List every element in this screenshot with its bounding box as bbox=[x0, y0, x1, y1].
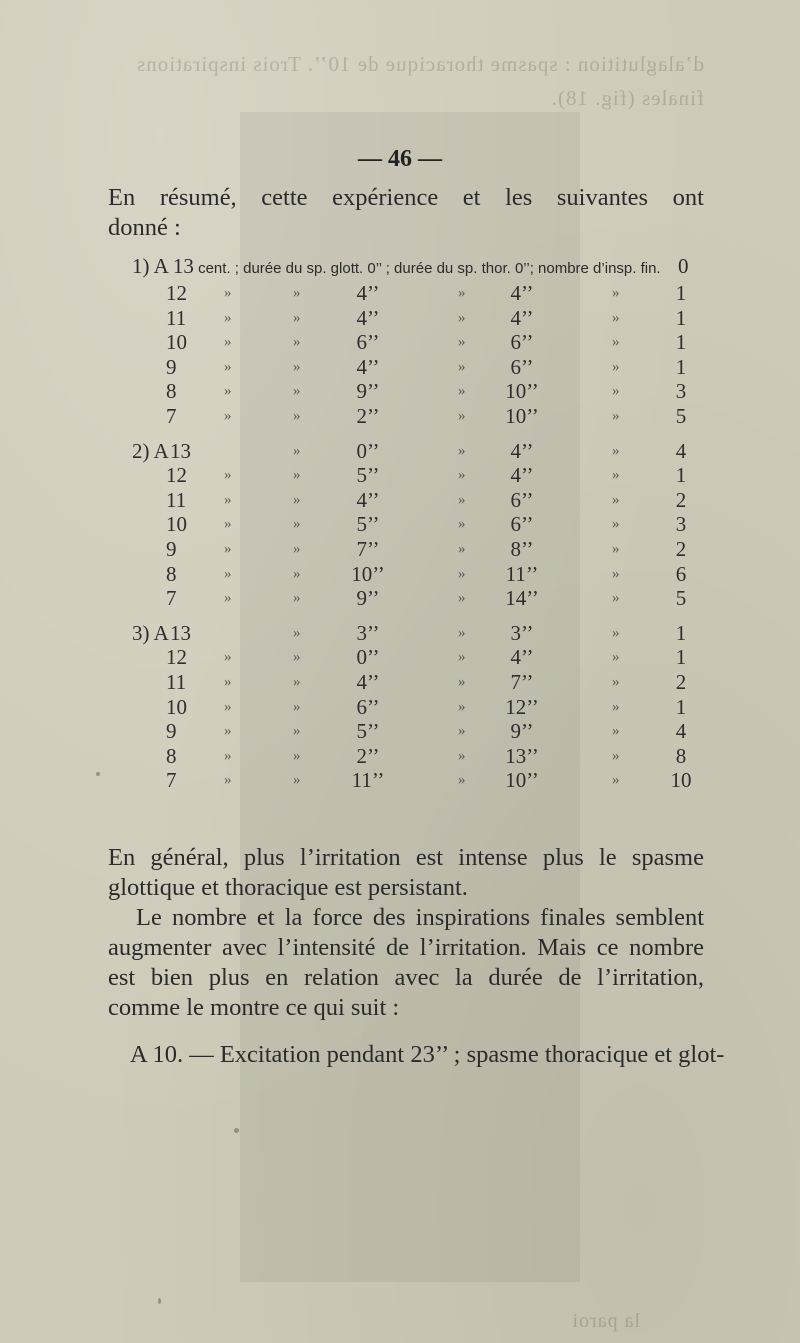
ditto-mark: » bbox=[612, 516, 620, 533]
general-line-5: est bien plus en relation avec la durée de l’irritation, bbox=[108, 964, 704, 991]
ditto-mark: » bbox=[224, 334, 232, 351]
table-row bbox=[0, 330, 800, 356]
ditto-mark: » bbox=[458, 772, 466, 789]
row-label: 3) A bbox=[132, 620, 169, 645]
ditto-mark: » bbox=[224, 565, 232, 582]
row-thor-duration: 4’’ bbox=[510, 305, 534, 330]
ditto-mark: » bbox=[612, 747, 620, 764]
ditto-mark: » bbox=[612, 285, 620, 301]
general-line-2: glottique et thoracique est persistant. bbox=[108, 874, 468, 901]
row-cent: 7 bbox=[166, 768, 177, 793]
row-glott-duration: 9’’ bbox=[356, 586, 380, 611]
ditto-mark: » bbox=[293, 747, 301, 764]
ditto-mark: » bbox=[293, 516, 301, 533]
row-final-inspirations: 2 bbox=[675, 670, 687, 694]
row-cent: 8 bbox=[166, 743, 177, 768]
row-final-inspirations: 2 bbox=[675, 487, 687, 512]
ditto-mark: » bbox=[458, 442, 466, 459]
row-thor-duration: 6’’ bbox=[510, 354, 534, 379]
ditto-mark: » bbox=[293, 723, 301, 740]
table-row bbox=[0, 768, 800, 794]
row-glott-duration: 0’’ bbox=[356, 645, 380, 670]
ditto-mark: » bbox=[224, 541, 232, 557]
ditto-mark: » bbox=[458, 590, 466, 607]
row-glott-duration: 4’’ bbox=[356, 670, 380, 694]
ditto-mark: » bbox=[224, 698, 232, 715]
row-cent: 9 bbox=[166, 354, 177, 379]
ditto-mark: » bbox=[458, 674, 466, 690]
row-thor-duration: 4’’ bbox=[510, 463, 534, 488]
ditto-mark: » bbox=[458, 565, 466, 582]
ditto-mark: » bbox=[612, 309, 620, 326]
row-cent: 9 bbox=[166, 719, 177, 744]
ditto-mark: » bbox=[612, 467, 620, 484]
ditto-mark: » bbox=[224, 383, 232, 400]
table-row bbox=[0, 670, 800, 696]
row-final-inspirations: 1 bbox=[675, 620, 687, 645]
ditto-mark: » bbox=[293, 309, 301, 326]
ditto-mark: » bbox=[293, 442, 301, 459]
row-cent: 12 bbox=[166, 645, 187, 670]
row-cent: 9 bbox=[166, 537, 177, 561]
row-cent: 7 bbox=[166, 404, 177, 428]
row-glott-duration: 4’’ bbox=[356, 305, 380, 330]
row-thor-duration: 9’’ bbox=[510, 719, 534, 744]
intro-paragraph bbox=[108, 183, 704, 243]
row-cent: 8 bbox=[166, 561, 177, 586]
example-line: A 10. — Excitation pendant 23’’ ; spasme thoracique et glot- bbox=[130, 1041, 725, 1068]
table-header bbox=[132, 254, 702, 279]
row-final-inspirations: 1 bbox=[675, 354, 687, 379]
bleed-through-line-1: d’alaglutition : spasme thoracique de 10’’. Trois inspirations bbox=[136, 52, 704, 76]
row-thor-duration: 10’’ bbox=[505, 768, 539, 793]
ditto-mark: » bbox=[224, 516, 232, 533]
row-thor-duration: 6’’ bbox=[510, 330, 534, 355]
row-final-inspirations: 3 bbox=[675, 512, 687, 537]
ditto-mark: » bbox=[224, 309, 232, 326]
table-header-label: 1) A bbox=[132, 254, 169, 278]
table-row bbox=[0, 306, 800, 332]
ditto-mark: » bbox=[458, 624, 466, 641]
row-final-inspirations: 4 bbox=[675, 719, 687, 744]
ditto-mark: » bbox=[612, 565, 620, 582]
row-glott-duration: 5’’ bbox=[356, 512, 380, 537]
ditto-mark: » bbox=[612, 408, 620, 424]
row-cent: 7 bbox=[166, 586, 177, 611]
row-thor-duration: 14’’ bbox=[505, 586, 539, 611]
ditto-mark: » bbox=[224, 590, 232, 607]
ditto-mark: » bbox=[293, 565, 301, 582]
row-cent: 10 bbox=[166, 330, 187, 355]
ditto-mark: » bbox=[458, 408, 466, 424]
row-thor-duration: 4’’ bbox=[510, 438, 534, 463]
ditto-mark: » bbox=[458, 747, 466, 764]
ditto-mark: » bbox=[612, 541, 620, 557]
ditto-mark: » bbox=[293, 408, 301, 424]
row-glott-duration: 5’’ bbox=[356, 463, 380, 488]
table-row bbox=[0, 562, 800, 588]
ditto-mark: » bbox=[293, 285, 301, 301]
general-line-6: comme le montre ce qui suit : bbox=[108, 994, 400, 1021]
row-cent: 10 bbox=[166, 512, 187, 537]
ditto-mark: » bbox=[612, 698, 620, 715]
ditto-mark: » bbox=[293, 649, 301, 666]
row-cent: 11 bbox=[166, 487, 187, 512]
row-final-inspirations: 3 bbox=[675, 379, 687, 404]
row-glott-duration: 4’’ bbox=[356, 281, 380, 305]
row-final-inspirations: 4 bbox=[675, 438, 687, 463]
row-cent: 12 bbox=[166, 463, 187, 488]
ditto-mark: » bbox=[224, 674, 232, 690]
row-final-inspirations: 2 bbox=[675, 537, 687, 561]
general-line-3: Le nombre et la force des inspirations finales semblent bbox=[136, 904, 704, 931]
ditto-mark: » bbox=[458, 516, 466, 533]
row-final-inspirations: 10 bbox=[670, 768, 692, 793]
ink-speck bbox=[234, 1128, 239, 1133]
ditto-mark: » bbox=[293, 698, 301, 715]
ditto-mark: » bbox=[224, 723, 232, 740]
ditto-mark: » bbox=[224, 467, 232, 484]
row-thor-duration: 12’’ bbox=[505, 694, 539, 719]
row-glott-duration: 4’’ bbox=[356, 354, 380, 379]
ditto-mark: » bbox=[224, 358, 232, 375]
row-glott-duration: 0’’ bbox=[356, 438, 380, 463]
row-glott-duration: 6’’ bbox=[356, 694, 380, 719]
row-glott-duration: 10’’ bbox=[351, 561, 385, 586]
ditto-mark: » bbox=[612, 491, 620, 508]
table-row bbox=[0, 404, 800, 430]
ditto-mark: » bbox=[293, 334, 301, 351]
ditto-mark: » bbox=[293, 383, 301, 400]
ditto-mark: » bbox=[458, 383, 466, 400]
row-thor-duration: 13’’ bbox=[505, 743, 539, 768]
table-row bbox=[0, 439, 800, 465]
table-row bbox=[0, 281, 800, 307]
ditto-mark: » bbox=[224, 408, 232, 424]
row-thor-duration: 3’’ bbox=[510, 620, 534, 645]
row-final-inspirations: 1 bbox=[675, 281, 687, 305]
row-final-inspirations: 1 bbox=[675, 694, 687, 719]
row-final-inspirations: 5 bbox=[675, 586, 687, 611]
row-final-inspirations: 1 bbox=[675, 330, 687, 355]
row-thor-duration: 10’’ bbox=[505, 379, 539, 404]
table-row bbox=[0, 379, 800, 405]
ditto-mark: » bbox=[612, 723, 620, 740]
intro-line-1: En résumé, cette expérience et les suivantes ont bbox=[108, 184, 704, 211]
row-glott-duration: 6’’ bbox=[356, 330, 380, 355]
ink-speck bbox=[158, 1298, 161, 1304]
bleed-through-line-2: finales (fig. 18). bbox=[550, 86, 704, 110]
row-final-inspirations: 1 bbox=[675, 463, 687, 488]
ditto-mark: » bbox=[612, 674, 620, 690]
ditto-mark: » bbox=[458, 467, 466, 484]
table-row bbox=[0, 621, 800, 647]
ditto-mark: » bbox=[293, 674, 301, 690]
general-line-4: augmenter avec l’intensité de l’irritation. Mais ce nombre bbox=[108, 934, 704, 961]
row-thor-duration: 6’’ bbox=[510, 487, 534, 512]
table-row bbox=[0, 537, 800, 563]
intro-line-2: donné : bbox=[108, 214, 181, 241]
page-number: — 46 — bbox=[358, 146, 442, 172]
ditto-mark: » bbox=[224, 649, 232, 666]
ditto-mark: » bbox=[293, 491, 301, 508]
ditto-mark: » bbox=[458, 491, 466, 508]
ditto-mark: » bbox=[612, 649, 620, 666]
row-glott-duration: 2’’ bbox=[356, 404, 380, 428]
row-thor-duration: 8’’ bbox=[510, 537, 534, 561]
table-row bbox=[0, 355, 800, 381]
row-thor-duration: 7’’ bbox=[510, 670, 534, 694]
table-row bbox=[0, 645, 800, 671]
general-paragraph bbox=[108, 843, 704, 1023]
row-final-inspirations: 1 bbox=[675, 305, 687, 330]
ditto-mark: » bbox=[224, 285, 232, 301]
row-label: 2) A bbox=[132, 438, 169, 463]
table-header-cent: 13 bbox=[172, 254, 194, 278]
row-thor-duration: 6’’ bbox=[510, 512, 534, 537]
ditto-mark: » bbox=[293, 467, 301, 484]
table-header-text: cent. ; durée du sp. glott. 0’’ ; durée du sp. thor. 0’’; nombre d’insp. fin. bbox=[198, 260, 661, 277]
row-cent: 11 bbox=[166, 670, 187, 694]
row-final-inspirations: 8 bbox=[675, 743, 687, 768]
row-cent: 12 bbox=[166, 281, 187, 305]
table-row bbox=[0, 488, 800, 514]
ditto-mark: » bbox=[224, 772, 232, 789]
row-thor-duration: 10’’ bbox=[505, 404, 539, 428]
ditto-mark: » bbox=[458, 358, 466, 375]
ditto-mark: » bbox=[293, 772, 301, 789]
table-row bbox=[0, 744, 800, 770]
table-row bbox=[0, 512, 800, 538]
table-row bbox=[0, 463, 800, 489]
row-glott-duration: 7’’ bbox=[356, 537, 380, 561]
row-thor-duration: 4’’ bbox=[510, 281, 534, 305]
ditto-mark: » bbox=[293, 358, 301, 375]
ditto-mark: » bbox=[224, 491, 232, 508]
row-glott-duration: 2’’ bbox=[356, 743, 380, 768]
row-thor-duration: 11’’ bbox=[505, 561, 539, 586]
ditto-mark: » bbox=[458, 723, 466, 740]
ditto-mark: » bbox=[458, 649, 466, 666]
ink-speck bbox=[96, 772, 100, 776]
row-final-inspirations: 5 bbox=[675, 404, 687, 428]
ditto-mark: » bbox=[612, 624, 620, 641]
ditto-mark: » bbox=[458, 285, 466, 301]
ditto-mark: » bbox=[612, 442, 620, 459]
row-glott-duration: 9’’ bbox=[356, 379, 380, 404]
ditto-mark: » bbox=[612, 383, 620, 400]
ditto-mark: » bbox=[293, 624, 301, 641]
row-cent: 13 bbox=[170, 620, 191, 645]
row-glott-duration: 5’’ bbox=[356, 719, 380, 744]
row-cent: 8 bbox=[166, 379, 177, 404]
row-glott-duration: 4’’ bbox=[356, 487, 380, 512]
row-glott-duration: 11’’ bbox=[351, 768, 385, 793]
ditto-mark: » bbox=[612, 590, 620, 607]
ditto-mark: » bbox=[458, 698, 466, 715]
example-paragraph bbox=[108, 1040, 725, 1070]
ditto-mark: » bbox=[458, 309, 466, 326]
bleed-through-line-3: la paroi bbox=[571, 1310, 640, 1332]
ditto-mark: » bbox=[293, 541, 301, 557]
ditto-mark: » bbox=[612, 358, 620, 375]
ditto-mark: » bbox=[224, 747, 232, 764]
row-cent: 13 bbox=[170, 438, 191, 463]
row-cent: 11 bbox=[166, 305, 187, 330]
ditto-mark: » bbox=[612, 772, 620, 789]
table-row bbox=[0, 586, 800, 612]
ditto-mark: » bbox=[293, 590, 301, 607]
row-final-inspirations: 6 bbox=[675, 561, 687, 586]
table-row bbox=[0, 695, 800, 721]
row-thor-duration: 4’’ bbox=[510, 645, 534, 670]
ditto-mark: » bbox=[458, 541, 466, 557]
table-header-fin: 0 bbox=[678, 254, 689, 278]
row-final-inspirations: 1 bbox=[675, 645, 687, 670]
ditto-mark: » bbox=[458, 334, 466, 351]
row-glott-duration: 3’’ bbox=[356, 620, 380, 645]
general-line-1: En général, plus l’irritation est intense plus le spasme bbox=[108, 844, 704, 871]
ditto-mark: » bbox=[612, 334, 620, 351]
row-cent: 10 bbox=[166, 694, 187, 719]
table-row bbox=[0, 719, 800, 745]
